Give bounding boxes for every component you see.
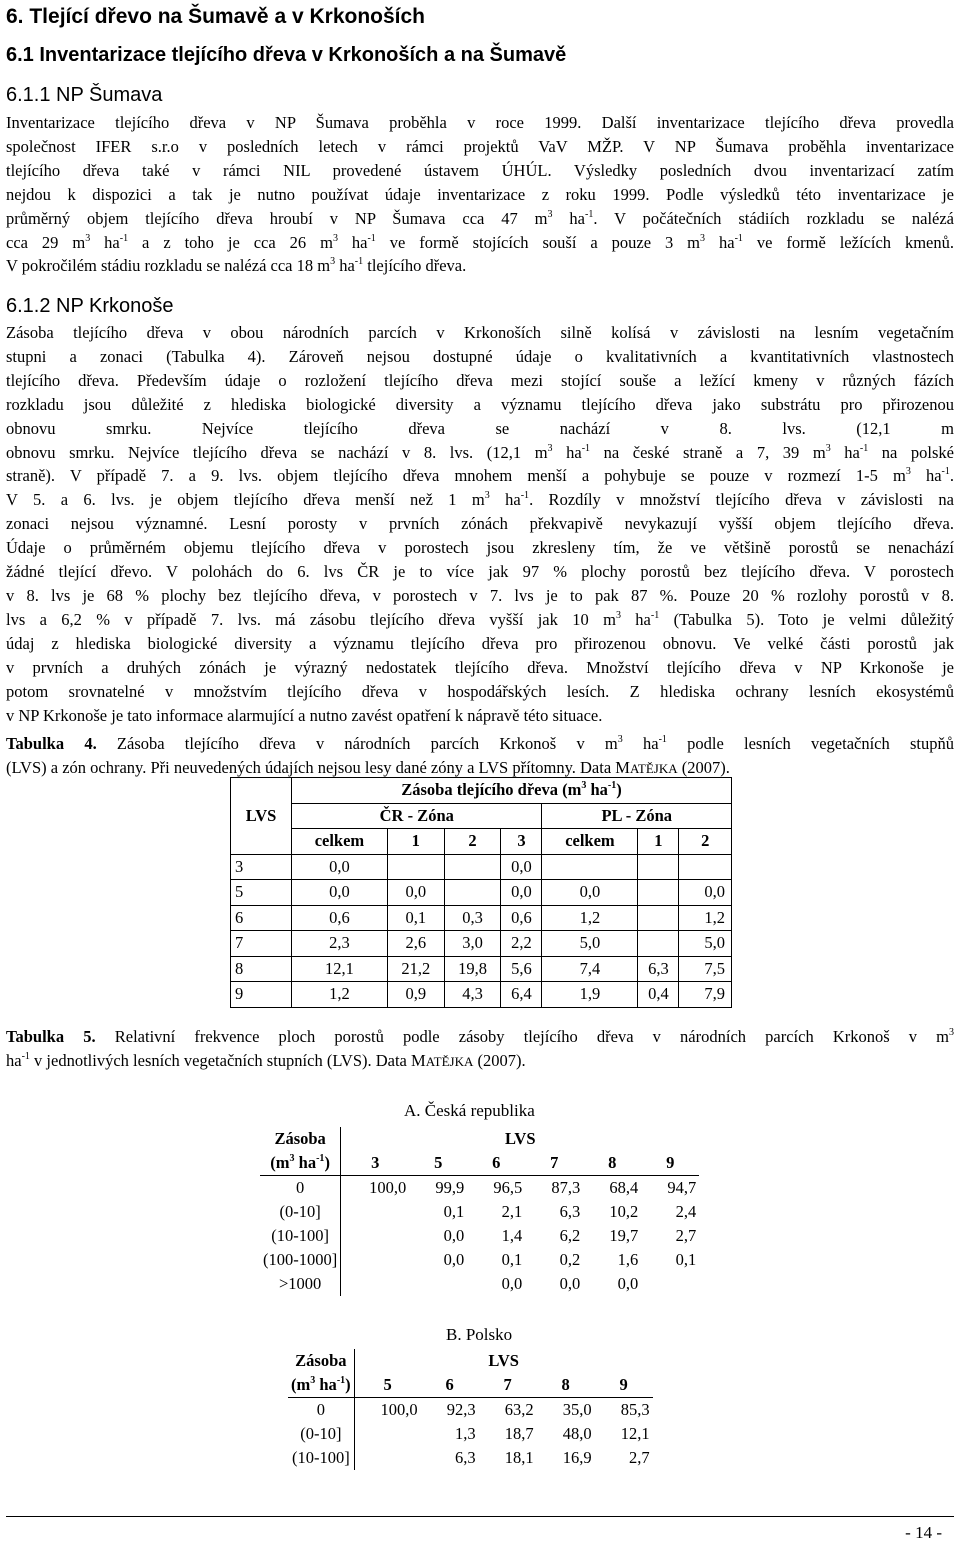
table-cell: 7	[231, 931, 292, 957]
table-cell: 1,4	[501, 1226, 523, 1245]
text-line: Údaje o průměrném objemu tlejícího dřeva v porostech jsou zkresleny tím, že ve většině porostů se nenachází	[6, 538, 954, 558]
table-cell: 0,0	[617, 1274, 639, 1293]
table-cell: >1000	[260, 1272, 341, 1296]
table-cell: 0	[260, 1176, 341, 1201]
table-cell	[387, 854, 444, 880]
table-cell: 7,5	[679, 956, 732, 982]
table-cell: 0,1	[387, 905, 444, 931]
table-4-caption	[6, 732, 954, 781]
table-cell: 0,0	[679, 880, 732, 906]
table-row	[260, 1224, 699, 1248]
table-cell: 18,7	[504, 1424, 534, 1443]
table-cell: 9	[231, 982, 292, 1008]
table-row	[260, 1248, 699, 1272]
table-row	[231, 854, 732, 880]
table-cell: (0-10]	[288, 1422, 354, 1446]
table-cell: 1,3	[455, 1424, 476, 1443]
table-header-row	[231, 778, 732, 804]
table-cell: 0,3	[444, 905, 501, 931]
text-line: Inventarizace tlejícího dřeva v NP Šumava proběhla v roce 1999. Další inventarizace tlejícího dřeva provedla	[6, 113, 954, 132]
header-cell: 9	[595, 1373, 653, 1398]
header-cell: 9	[641, 1151, 699, 1176]
table-cell: 6,4	[501, 982, 542, 1008]
table-cell	[638, 931, 679, 957]
table-cell: (10-100]	[288, 1446, 354, 1470]
table-cell: 5,0	[542, 931, 638, 957]
table-row	[231, 880, 732, 906]
table-cell: 12,1	[292, 956, 388, 982]
table-cell: 1,2	[292, 982, 388, 1008]
table-cell	[444, 854, 501, 880]
table-cell: 0,2	[559, 1250, 581, 1269]
section-heading: 6.1 Inventarizace tlejícího dřeva v Krkonoších a na Šumavě	[6, 44, 567, 66]
header-cell: 5	[409, 1151, 467, 1176]
text-line: v 8. lvs je 68 % plochy bez tlejícího dřeva, v porostech v 7. lvs je to pak 87 %. Pouze 20 % rozlohy porostů v 8.	[6, 585, 954, 605]
table-cell	[409, 1272, 467, 1296]
header-cell: ($m^3$ $ha^{-1}$)	[288, 1373, 354, 1398]
text-line: v prvních a druhých zónách je výrazný nedostatek tlejícího dřeva. Množství tlejícího dřeva v NP Krkonoše je	[6, 657, 954, 677]
text-line: rozkladu jsou důležité z hlediska biologické diversity a významu tlejícího dřeva jako substrátu pro přirozenou	[6, 394, 954, 414]
table-cell: 5	[231, 880, 292, 906]
table-cell: 2,7	[629, 1448, 650, 1467]
table-cell: 3	[231, 854, 292, 880]
header-cell: 8	[583, 1151, 641, 1176]
table-cell: 99,9	[435, 1178, 465, 1197]
table-cell	[638, 880, 679, 906]
header-cell: 3	[501, 829, 542, 855]
table-cell: 1,9	[542, 982, 638, 1008]
table-cell: 6	[231, 905, 292, 931]
header-cell: 7	[479, 1373, 537, 1398]
table-cell: 94,7	[667, 1178, 697, 1197]
table-cell: 2,4	[675, 1202, 697, 1221]
table-cell: 96,5	[493, 1178, 523, 1197]
header-cell: Zásoba	[260, 1127, 341, 1151]
table-cell: 8	[231, 956, 292, 982]
header-cell: LVS	[504, 1129, 536, 1148]
table-cell: 2,6	[387, 931, 444, 957]
text-line: údaj z hlediska biologické diversity a významu tlejícího dřeva pro přirozenou obnovu. Ve velké části porostů jak	[6, 633, 954, 653]
table-cell: 6,3	[638, 956, 679, 982]
header-cell: 8	[537, 1373, 595, 1398]
table-5a	[260, 1127, 699, 1296]
text-line: potom srovnatelné v množstvím tlejícího dřeva v hospodářských lesích. Z hlediska ochrany lesních ekosystémů	[6, 681, 954, 701]
header-cell: Zásoba tlejícího dřeva ($m^3$ $ha^{-1}$)	[292, 778, 732, 804]
table-cell: 5,6	[501, 956, 542, 982]
text-line: (LVS) a zón ochrany. Při neuvedených údajích nejsou lesy dané zóny a LVS přítomny. Data MATĚJKA (2007).	[6, 757, 730, 777]
table-cell: 5,0	[679, 931, 732, 957]
header-cell: PL - Zóna	[542, 803, 732, 829]
table-cell: 1,6	[617, 1250, 639, 1269]
table-header-row	[260, 1151, 699, 1176]
text-line: lvs a 6,2 % v případě 7. lvs. má zásobu tlejícího dřeva vyšší jak 10 $m^3$ $ha^{-1}$ (Tabulka 5). Toto je velmi důležitý	[6, 609, 954, 629]
text-line: nejdou k dispozici a tak je nutno používat údaje inventarizace z roku 1999. Podle výsledků této inventarizace je	[6, 184, 954, 204]
table-row	[231, 931, 732, 957]
text-line: $ha^{-1}$ v jednotlivých lesních vegetačních stupních (LVS). Data MATĚJKA (2007).	[6, 1050, 526, 1070]
table-cell: 2,3	[292, 931, 388, 957]
table-cell: 1,2	[542, 905, 638, 931]
text-line: Tabulka 5. Relativní frekvence ploch porostů podle zásoby tlejícího dřeva v národních parcích Krkonoš v $m^3$	[6, 1027, 955, 1046]
table-cell: 100,0	[380, 1400, 418, 1419]
chapter-heading: 6. Tlející dřevo na Šumavě a v Krkonoších	[6, 5, 425, 28]
text-line: V 5. a 6. lvs. je objem tlejícího dřeva menší než 1 $m^3$ $ha^{-1}$. Rozdíly v množství tlejícího dřeva v závislosti na	[6, 490, 954, 510]
table-cell: 6,2	[559, 1226, 581, 1245]
table-header-row	[288, 1349, 653, 1373]
header-cell: 5	[354, 1373, 421, 1398]
header-cell: celkem	[542, 829, 638, 855]
table-row	[260, 1176, 699, 1201]
table-header-row	[231, 829, 732, 855]
text-line: průměrný objem tlejícího dřeva hroubí v NP Šumava cca 47 $m^3$ $ha^{-1}$. V počátečních stádiích rozkladu se nalézá	[6, 208, 954, 228]
subsection-heading-sumava: 6.1.1 NP Šumava	[6, 84, 163, 106]
text-line: zonaci nejsou významné. Lesní porosty v prvních zónách překvapivě nevykazují vyšší objem tlejícího dřeva.	[6, 514, 954, 534]
table-cell	[444, 880, 501, 906]
header-cell: LVS	[488, 1351, 519, 1370]
table-cell: 0,0	[443, 1250, 465, 1269]
text-line: straně). V případě 7. a 9. lvs. objem tlejícího dřeva mnohem menší a pohybuje se pouze v rozmezí 1-5 $m^3$ $ha^{-1}$.	[6, 466, 954, 486]
header-cell: 1	[387, 829, 444, 855]
header-cell: ČR - Zóna	[292, 803, 542, 829]
header-cell: LVS	[231, 778, 292, 855]
table-cell: 6,3	[559, 1202, 581, 1221]
table-cell	[341, 1224, 410, 1248]
table-cell	[679, 854, 732, 880]
table-5b	[288, 1349, 653, 1470]
text-line: V pokročilém stádiu rozkladu se nalézá cca 18 $m^3$ $ha^{-1}$ tlejícího dřeva.	[6, 256, 467, 276]
table-cell: 21,2	[387, 956, 444, 982]
table-cell: 0,0	[501, 1274, 523, 1293]
table-cell: (0-10]	[260, 1200, 341, 1224]
header-cell: 7	[525, 1151, 583, 1176]
table-cell: 3,0	[444, 931, 501, 957]
table-cell	[542, 854, 638, 880]
table-cell: 0,0	[501, 880, 542, 906]
table-row	[288, 1446, 653, 1470]
table-row	[231, 956, 732, 982]
table-cell: 19,7	[609, 1226, 639, 1245]
table-cell: 2,2	[501, 931, 542, 957]
text-line: Zásoba tlejícího dřeva v obou národních parcích v Krkonoších silně kolísá v závislosti na lesním vegetačním	[6, 323, 954, 342]
table-cell: 6,3	[455, 1448, 476, 1467]
table-cell	[638, 854, 679, 880]
header-cell: 1	[638, 829, 679, 855]
table-cell: 0,0	[387, 880, 444, 906]
header-cell: 2	[679, 829, 732, 855]
table-cell: 7,4	[542, 956, 638, 982]
text-line: tlejícího dřeva také v rámci NIL provedené ústavem ÚHÚL. Výsledky posledních dvou inventarizací zatím	[6, 160, 954, 180]
text-line: obnovu smrku. Nejvíce tlejícího dřeva se nachází v 8. lvs. (12,1 $m^3$ $ha^{-1}$ na české straně a 7, 39 $m^3$ $ha^{-1}$ na polské	[6, 442, 955, 462]
table-cell: 0,0	[559, 1274, 581, 1293]
subsection-heading-krkonose: 6.1.2 NP Krkonoše	[6, 295, 174, 317]
table-cell: 16,9	[562, 1448, 592, 1467]
table-cell: 0,6	[292, 905, 388, 931]
table-cell	[638, 905, 679, 931]
table-5a-title: A. Česká republika	[404, 1101, 535, 1120]
text-line: tlejícího dřeva. Především údaje o rozložení tlejícího dřeva mezi stojící souše a ležící kmeny v různých fázích	[6, 370, 954, 390]
table-cell: 0,0	[292, 880, 388, 906]
table-4	[230, 777, 732, 1008]
text-line: v NP Krkonoše je tato informace alarmující a nutno zavést opatření k nápravě této situace.	[6, 705, 603, 725]
header-cell: 6	[421, 1373, 479, 1398]
table-cell: 0,1	[675, 1250, 697, 1269]
text-line: společnost IFER s.r.o v posledních letech v rámci projektů VaV MŽP. V NP Šumava proběhla inventarizace	[6, 136, 954, 156]
table-cell	[341, 1248, 410, 1272]
table-cell: 7,9	[679, 982, 732, 1008]
table-row	[260, 1272, 699, 1296]
table-cell: 0,1	[443, 1202, 465, 1221]
paragraph-krkonose	[6, 321, 954, 727]
table-cell	[354, 1422, 421, 1446]
table-row	[288, 1422, 653, 1446]
table-row	[288, 1398, 653, 1423]
table-cell: 92,3	[446, 1400, 476, 1419]
table-cell: 10,2	[609, 1202, 639, 1221]
header-cell: Zásoba	[288, 1349, 354, 1373]
table-cell: 87,3	[551, 1178, 581, 1197]
header-cell: 2	[444, 829, 501, 855]
text-line: obnovu smrku. Nejvíce tlejícího dřeva se nachází v 8. lvs. (12,1 m	[6, 418, 954, 438]
table-cell: 12,1	[620, 1424, 650, 1443]
table-cell: 0,0	[501, 854, 542, 880]
table-cell: 0,0	[443, 1226, 465, 1245]
text-line: Tabulka 4. Zásoba tlejícího dřeva v národních parcích Krkonoš v $m^3$ $ha^{-1}$ podle lesních vegetačních stupňů	[6, 734, 954, 753]
table-cell: 4,3	[444, 982, 501, 1008]
table-row	[231, 982, 732, 1008]
text-line: stupni a zonaci (Tabulka 4). Zároveň nejsou dostupné údaje o kvalitativních a kvantitativních vlastnostech	[6, 346, 954, 366]
table-cell	[341, 1272, 410, 1296]
table-cell	[341, 1200, 410, 1224]
table-cell: 100,0	[369, 1178, 407, 1197]
table-row	[231, 905, 732, 931]
header-cell: 3	[341, 1151, 410, 1176]
table-cell: 2,1	[501, 1202, 523, 1221]
table-5-caption	[6, 1025, 954, 1074]
table-cell: 0,4	[638, 982, 679, 1008]
table-header-row	[231, 803, 732, 829]
table-cell	[354, 1446, 421, 1470]
paragraph-sumava	[6, 111, 954, 278]
table-cell: 2,7	[675, 1226, 697, 1245]
table-cell: 19,8	[444, 956, 501, 982]
page-number: - 14 -	[905, 1523, 942, 1542]
table-cell: 63,2	[504, 1400, 534, 1419]
table-5b-title: B. Polsko	[446, 1325, 513, 1344]
table-cell: (100-1000]	[260, 1248, 341, 1272]
table-cell: (10-100]	[260, 1224, 341, 1248]
table-cell: 0,0	[542, 880, 638, 906]
table-cell	[641, 1272, 699, 1296]
header-cell: celkem	[292, 829, 388, 855]
header-cell: 6	[467, 1151, 525, 1176]
table-cell: 0,0	[292, 854, 388, 880]
table-cell: 68,4	[609, 1178, 639, 1197]
footer-rule	[6, 1516, 954, 1517]
table-cell: 1,2	[679, 905, 732, 931]
table-header-row	[288, 1373, 653, 1398]
table-header-row	[260, 1127, 699, 1151]
table-cell: 35,0	[562, 1400, 592, 1419]
table-cell: 48,0	[562, 1424, 592, 1443]
table-cell: 0,6	[501, 905, 542, 931]
table-row	[260, 1200, 699, 1224]
text-line: žádné tlející dřevo. V polohách do 6. lvs ČR je to více jak 97 % plochy porostů bez tlejícího dřeva. V porostech	[6, 562, 954, 582]
table-cell: 0,1	[501, 1250, 523, 1269]
text-line: cca 29 $m^3$ $ha^{-1}$ a z toho je cca 26 $m^3$ $ha^{-1}$ ve formě stojících souší a pouze 3 $m^3$ $ha^{-1}$ ve formě ležících kmenů.	[6, 232, 955, 252]
table-cell: 0	[288, 1398, 354, 1423]
table-cell: 18,1	[504, 1448, 534, 1467]
table-cell: 85,3	[620, 1400, 650, 1419]
header-cell: ($m^3$ $ha^{-1}$)	[260, 1151, 341, 1176]
table-cell: 0,9	[387, 982, 444, 1008]
